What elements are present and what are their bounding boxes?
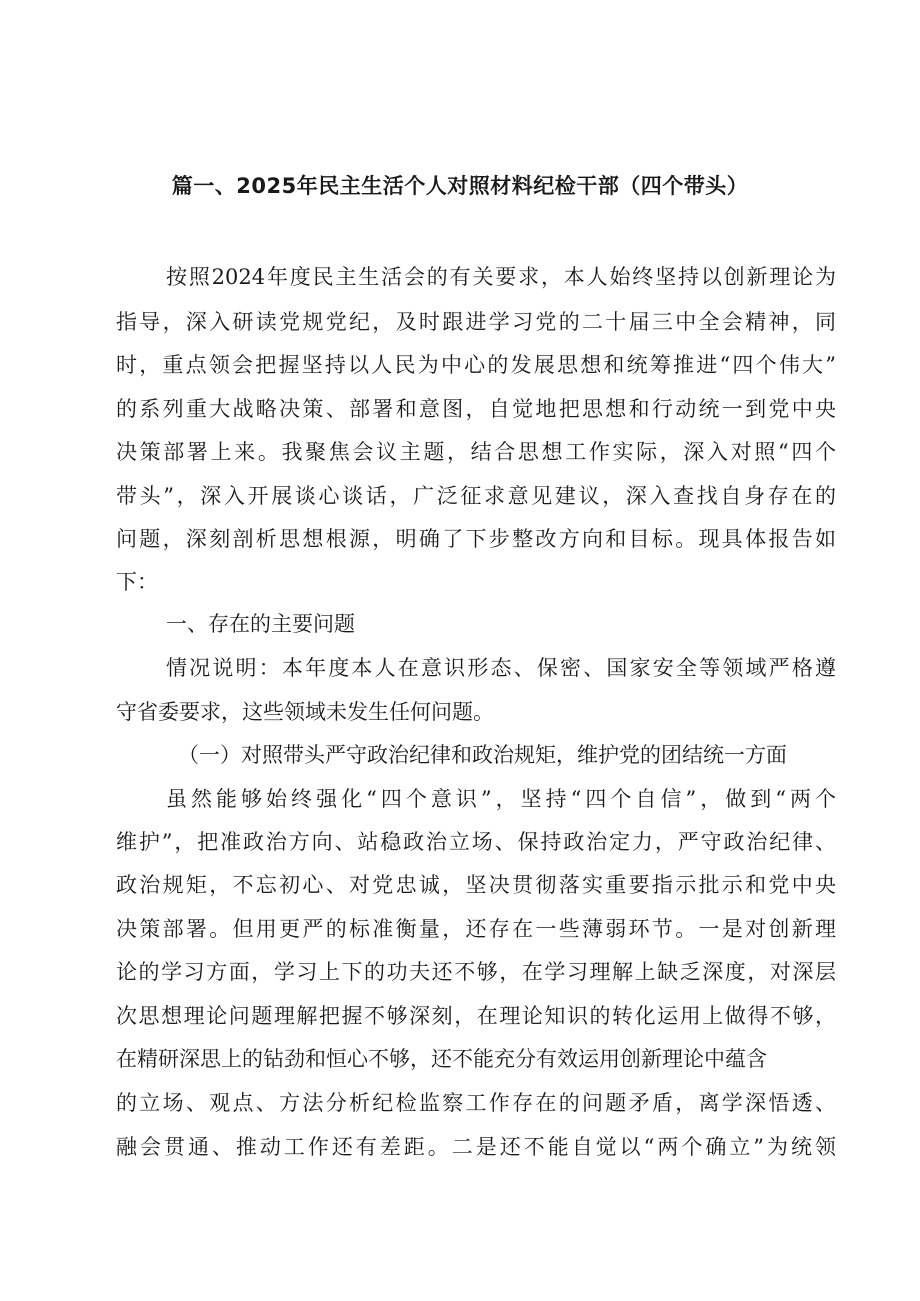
paragraph-line: 的立场、观点、方法分析纪检监察工作存在的问题矛盾，离学深悟透、: [116, 1091, 836, 1115]
paragraph-line: 决策部署上来。我聚焦会议主题，结合思想工作实际，深入对照“四个: [116, 440, 836, 464]
paragraph-line: 下：: [116, 570, 158, 594]
section-heading: 一、存在的主要问题: [166, 612, 355, 636]
paragraph-line: 情况说明：本年度本人在意识形态、保密、国家安全等领域严格遵: [166, 656, 836, 680]
paragraph-line: 带头”，深入开展谈心谈话，广泛征求意见建议，深入查找自身存在的: [116, 484, 836, 508]
paragraph-line: 融会贯通、推动工作还有差距。二是还不能自觉以“两个确立”为统领: [116, 1135, 836, 1159]
paragraph-line: 问题，深刻剖析思想根源，明确了下步整改方向和目标。现具体报告如: [116, 527, 836, 551]
paragraph-line: 维护”，把准政治方向、站稳政治立场、保持政治定力，严守政治纪律、: [116, 830, 836, 854]
paragraph-line: 论的学习方面，学习上下的功夫还不够，在学习理解上缺乏深度，对深层: [116, 960, 836, 984]
paragraph-line: 指导，深入研读党规党纪，及时跟进学习党的二十届三中全会精神，同: [116, 310, 836, 334]
paragraph-line: 守省委要求，这些领域未发生任何问题。: [116, 700, 494, 724]
paragraph-line: 时，重点领会把握坚持以人民为中心的发展思想和统筹推进“四个伟大”: [116, 353, 836, 377]
paragraph-line: 在精研深思上的钻劲和恒心不够，还不能充分有效运用创新理论中蕴含: [116, 1047, 767, 1071]
paragraph-line: 决策部署。但用更严的标准衡量，还存在一些薄弱环节。一是对创新理: [116, 917, 836, 941]
subsection-heading: （一）对照带头严守政治纪律和政治规矩，维护党的团结统一方面: [178, 743, 787, 767]
paragraph-line: 按照2024年度民主生活会的有关要求，本人始终坚持以创新理论为: [166, 265, 836, 289]
paragraph-line: 虽然能够始终强化“四个意识”，坚持“四个自信”，做到“两个: [166, 787, 836, 811]
paragraph-line: 次思想理论问题理解把握不够深刻，在理论知识的转化运用上做得不够，: [116, 1004, 836, 1028]
document-title: 篇一、2025年民主生活个人对照材料纪检干部（四个带头）: [171, 174, 749, 198]
paragraph-line: 政治规矩，不忘初心、对党忠诚，坚决贯彻落实重要指示批示和党中央: [116, 873, 836, 897]
paragraph-line: 的系列重大战略决策、部署和意图，自觉地把思想和行动统一到党中央: [116, 397, 836, 421]
